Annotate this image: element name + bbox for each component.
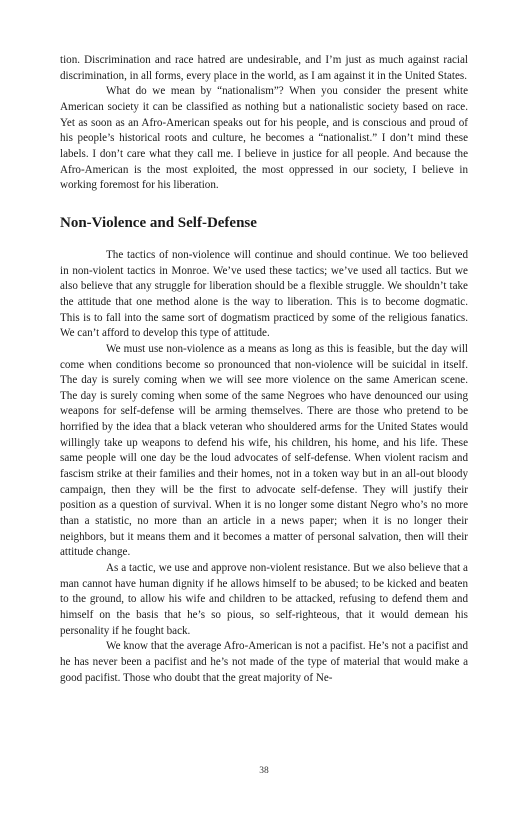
document-page	[60, 53, 468, 686]
paragraph-tactics: The tactics of non-violence will continue and should continue. We too believed in non-violent tactics in Monroe. We’ve used these tactics; we’ve used all tactics. But we also believe that any struggle for liberation should be a flexible struggle. We shouldn’t take the attitude that one method alone is the way to liberation. This is to become dogmatic. This is to fall into the same sort of dogmatism practiced by some of the religious fanatics. We can’t afford to develop this type of attitude.	[60, 248, 468, 340]
page-number: 38	[259, 766, 269, 776]
paragraph-continued: tion. Discrimination and race hatred are undesirable, and I’m just as much against racial discrimination, in all forms, every place in the world, as I am against it in the United States.	[60, 54, 468, 82]
paragraph-self-defense: We must use non-violence as a means as long as this is feasible, but the day will come when conditions become so pronounced that non-violence will be suicidal in itself. The day is surely coming when we will see more violence on the same American scene. The day is surely coming when some of the same Negroes who have denounced our using weapons for self-defense will be arming themselves. There are those who pretend to be horrified by the idea that a black veteran who shouldered arms for the United States would willingly take up weapons to defend his wife, his children, his home, and his life. These same people will one day be the loud advocates of self-defense. When violent racism and fascism strike at their families and their homes, not in a token way but in an all-out bloody campaign, then they will be the first to advocate self-defense. They will justify their position as a question of survival. When it is no longer some distant Negro who’s no more than a statistic, no more than an article in a news paper; when it is no longer their neighbors, but it means them and it becomes a matter of personal salvation, then will their attitude change.	[60, 342, 468, 559]
paragraph-human-dignity: As a tactic, we use and approve non-violent resistance. But we also believe that a man cannot have human dignity if he allows himself to be abused; to be kicked and beaten to the ground, to allow his wife and children to be attacked, refusing to defend them and himself on the basis that he’s so pious, so self-righteous, that it would demean his personality if he fought back.	[60, 562, 468, 637]
paragraph-pacifist: We know that the average Afro-American is not a pacifist. He’s not a pacifist and he has never been a pacifist and he’s not made of the type of material that would make a good pacifist. Those who doubt that the great majority of Ne-	[60, 640, 468, 684]
section-heading: Non-Violence and Self-Defense	[60, 214, 257, 231]
paragraph-nationalism: What do we mean by “nationalism”? When you consider the present white American society it can be classified as nothing but a nationalistic society based on race. Yet as soon as an Afro-American speaks out for his people, and is conscious and proud of his people’s historical roots and culture, he becomes a “nationalist.” I don’t mind these labels. I don’t care what they call me. I believe in justice for all people. And because the Afro-American is the most exploited, the most oppressed in our society, I believe in working foremost for his liberation.	[60, 85, 468, 192]
